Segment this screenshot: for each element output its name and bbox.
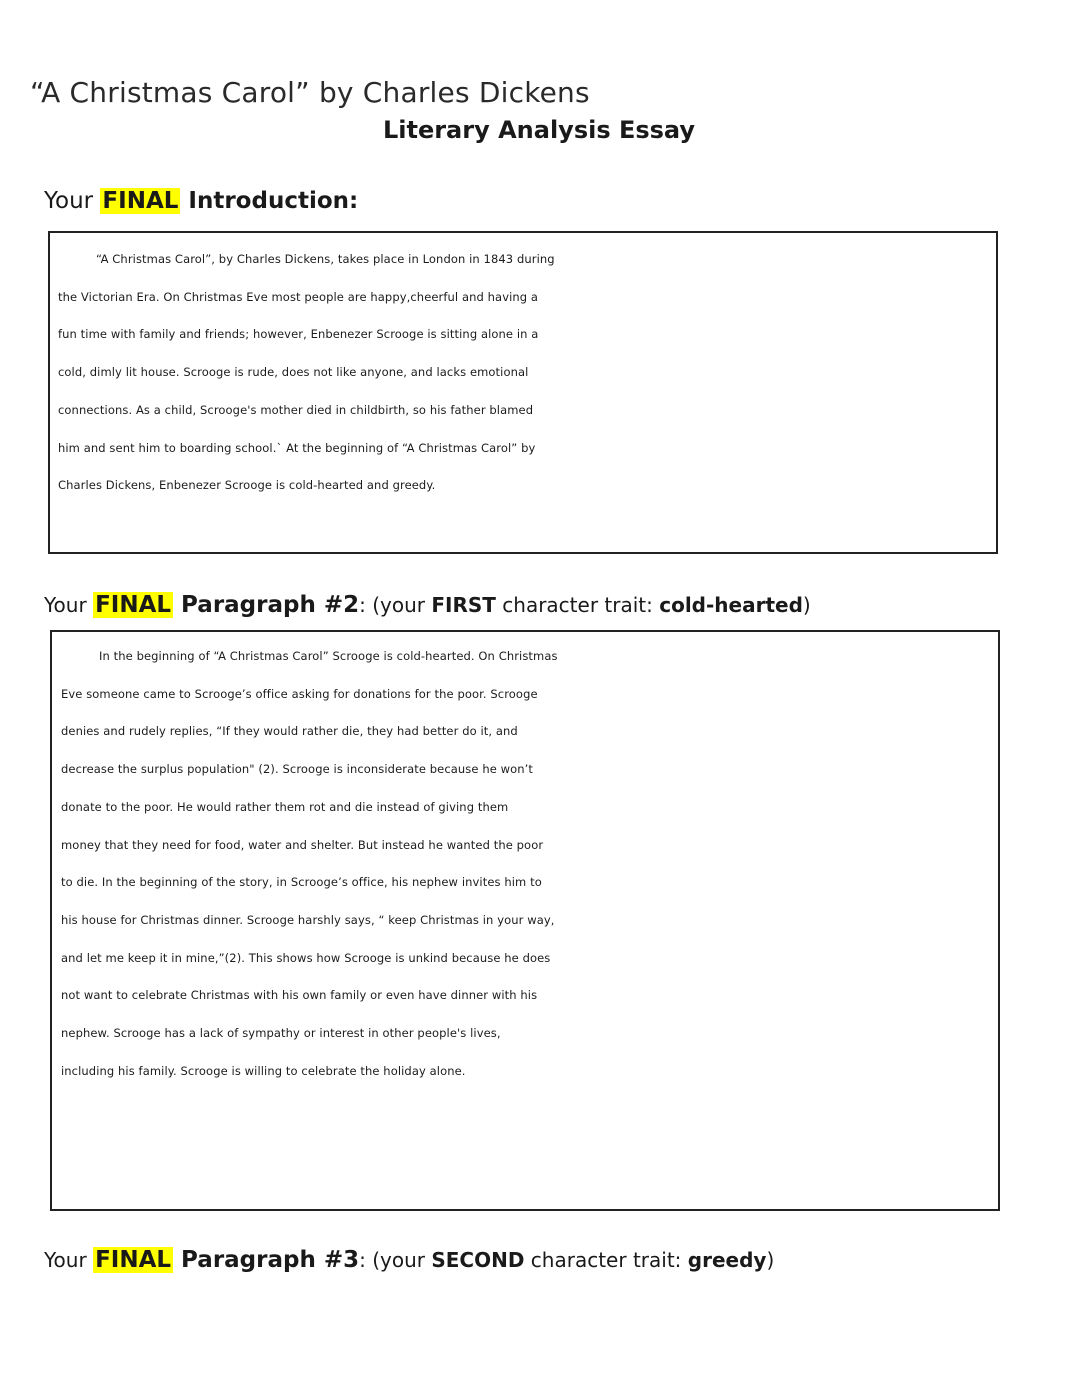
heading-colon: : (your (359, 1248, 432, 1272)
paragraph3-heading (44, 1247, 774, 1273)
heading-label: Introduction: (180, 188, 359, 214)
trait-ordinal: SECOND (431, 1248, 525, 1272)
paragraph2-line: his house for Christmas dinner. Scrooge harshly says, “ keep Christmas in your way, (61, 912, 555, 927)
paragraph2-line: not want to celebrate Christmas with his own family or even have dinner with his (61, 988, 538, 1003)
paragraph2-line: Eve someone came to Scrooge’s office asking for donations for the poor. Scrooge (61, 686, 538, 701)
paragraph2-line: and let me keep it in mine,”(2). This shows how Scrooge is unkind because he does (61, 950, 551, 965)
heading-label: Paragraph #2 (173, 592, 360, 618)
paragraph2-line: donate to the poor. He would rather them rot and die instead of giving them (61, 799, 509, 814)
final-highlight: FINAL (102, 188, 179, 214)
paragraph2-line: In the beginning of “A Christmas Carol” Scrooge is cold-hearted. On Christmas (99, 649, 558, 663)
paragraph2-line: including his family. Scrooge is willing to celebrate the holiday alone. (61, 1063, 466, 1078)
document-title: “A Christmas Carol” by Charles Dickens (30, 76, 590, 109)
trait-value: cold-hearted (659, 593, 803, 617)
paragraph2-heading (44, 592, 811, 618)
trait-label: character trait: (524, 1248, 688, 1272)
intro-heading (44, 188, 358, 214)
heading-prefix: Your (44, 593, 94, 617)
paragraph2-line: to die. In the beginning of the story, in Scrooge’s office, his nephew invites him to (61, 875, 542, 890)
heading-label: Paragraph #3 (173, 1247, 360, 1273)
heading-prefix: Your (44, 1248, 94, 1272)
final-highlight: FINAL (95, 592, 172, 618)
intro-line: Charles Dickens, Enbenezer Scrooge is cold-hearted and greedy. (58, 478, 436, 493)
paragraph2-line: nephew. Scrooge has a lack of sympathy or interest in other people's lives, (61, 1026, 501, 1041)
intro-line: cold, dimly lit house. Scrooge is rude, does not like anyone, and lacks emotional (58, 365, 529, 380)
final-highlight: FINAL (95, 1247, 172, 1273)
intro-paragraph (50, 233, 996, 505)
heading-colon: : (your (359, 593, 432, 617)
paragraph2-line: decrease the surplus population" (2). Scrooge is inconsiderate because he won’t (61, 762, 534, 777)
intro-line: connections. As a child, Scrooge's mother died in childbirth, so his father blamed (58, 402, 534, 417)
trait-ordinal: FIRST (431, 593, 496, 617)
heading-prefix: Your (44, 188, 101, 214)
paragraph2-text-box[interactable] (50, 630, 1000, 1211)
paragraph2-text (52, 632, 998, 1090)
heading-close: ) (766, 1248, 775, 1272)
trait-label: character trait: (495, 593, 660, 617)
intro-text-box[interactable] (48, 231, 998, 554)
intro-line: “A Christmas Carol”, by Charles Dickens, takes place in London in 1843 during (96, 252, 555, 266)
intro-line: him and sent him to boarding school.` At the beginning of “A Christmas Carol” by (58, 440, 536, 455)
intro-line: the Victorian Era. On Christmas Eve most people are happy,cheerful and having a (58, 289, 539, 304)
paragraph2-line: money that they need for food, water and shelter. But instead he wanted the poor (61, 837, 544, 852)
intro-line: fun time with family and friends; however, Enbenezer Scrooge is sitting alone in a (58, 327, 539, 342)
document-subtitle (0, 116, 1080, 144)
paragraph2-line: denies and rudely replies, “If they would rather die, they had better do it, and (61, 724, 518, 739)
trait-value: greedy (687, 1248, 767, 1272)
heading-close: ) (802, 593, 811, 617)
subtitle-text: Literary Analysis Essay (382, 116, 696, 144)
